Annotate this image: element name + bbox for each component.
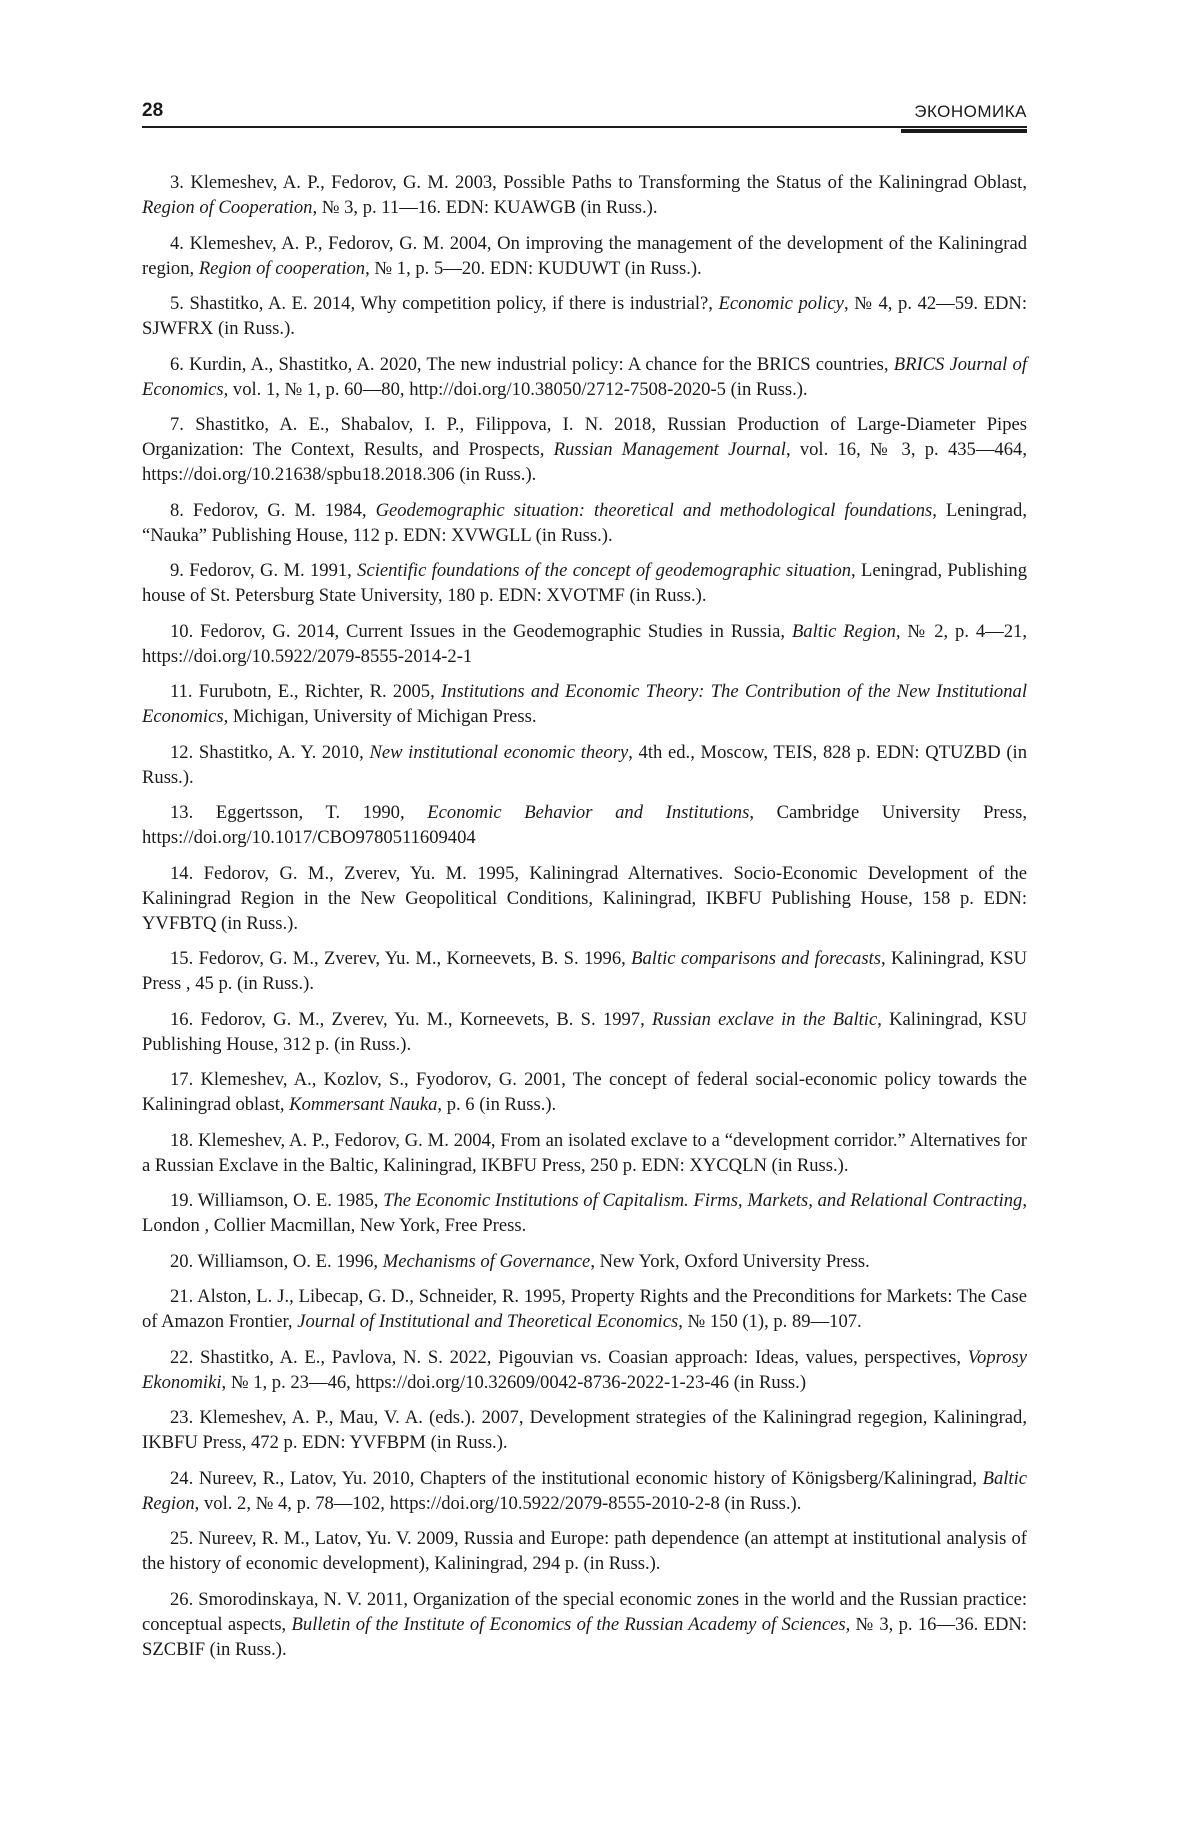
reference-text: 21. Alston, L. J., Libecap, G. D., Schneider, R. 1995, Property Rights and the Preconditions for Markets: The Case of Amazon Frontier, [142,1286,1027,1332]
reference-details: , New York, Oxford University Press. [590,1250,870,1272]
reference-text: 13. Eggertsson, T. 1990, [170,802,428,823]
reference-details: , vol. 2, № 4, p. 78—102, https://doi.org/10.5922/2079-8555-2010-2-8 (in Russ.). [194,1492,802,1514]
reference-item [142,1405,1027,1455]
reference-text: 8. Fedorov, G. M. 1984, [170,499,376,521]
reference-source-title: Region of Cooperation [142,197,313,218]
reference-text: 15. Fedorov, G. M., Zverev, Yu. M., Korneevets, B. S. 1996, [170,948,632,969]
reference-text: 24. Nureev, R., Latov, Yu. 2010, Chapters of the institutional economic history of Königsberg/Kaliningrad, [170,1467,983,1489]
reference-item [142,412,1027,487]
reference-text: 25. Nureev, R. M., Latov, Yu. V. 2009, Russia and Europe: path dependence (an attempt at institutional analysis of the history of economic development), Kaliningrad, 294 p. (in Russ.). [142,1528,1027,1574]
reference-text: 19. Williamson, O. E. 1985, [170,1190,384,1211]
reference-text: 5. Shastitko, A. E. 2014, Why competition policy, if there is industrial?, [170,293,719,314]
reference-source-title: Voprosy Ekonomiki [142,1346,1027,1393]
reference-item [142,619,1027,669]
reference-details: , 4th ed., Moscow, TEIS, 828 p. EDN: QTUZBD (in Russ.). [142,741,1027,788]
reference-item [142,1526,1027,1576]
reference-text: 14. Fedorov, G. M., Zverev, Yu. M. 1995, Kaliningrad Alternatives. Socio-Economic Development of the Kaliningrad Region in the New Geopolitical Conditions, Kaliningrad, IKBFU Publishing House, 158 p. EDN: YVFBTQ (in Russ.). [142,862,1027,934]
reference-text: 22. Shastitko, A. E., Pavlova, N. S. 2022, Pigouvian vs. Coasian approach: Ideas, values, perspectives, [170,1346,968,1368]
reference-text: 4. Klemeshev, A. P., Fedorov, G. M. 2004, On improving the management of the development of the Kaliningrad region, [142,232,1027,279]
header-rule-accent [901,129,1027,133]
reference-text: 23. Klemeshev, A. P., Mau, V. A. (eds.). 2007, Development strategies of the Kaliningrad regegion, Kaliningrad, IKBFU Press, 472 p. EDN: YVFBPM (in Russ.). [142,1407,1027,1453]
reference-details: , № 150 (1), p. 89—107. [678,1311,862,1332]
reference-source-title: Russian exclave in the Baltic [652,1008,878,1030]
reference-details: № 2, p. 4—21, https://doi.org/10.5922/2079-8555-2014-2-1 [142,620,1027,667]
reference-item [142,498,1027,548]
reference-item [142,1128,1027,1178]
journal-title: ЭКОНОМИКА [914,102,1027,121]
reference-source-title: Baltic Region [142,1467,1027,1514]
reference-item [142,1007,1027,1057]
reference-details: , Leningrad, Publishing house of St. Petersburg State University, 180 p. EDN: XVOTMF (in Russ.). [142,560,1027,606]
reference-details: , № 4, p. 42—59. EDN: SJWFRX (in Russ.). [142,293,1027,339]
reference-item [142,291,1027,341]
reference-source-title: The Economic Institutions of Capitalism. Firms, Markets, and Relational Contracting [383,1190,1023,1211]
reference-source-title: Journal of Institutional and Theoretical Economics [297,1311,679,1332]
reference-item [142,1249,1027,1274]
reference-details: , p. 6 (in Russ.). [437,1094,557,1115]
reference-source-title: Bulletin of the Institute of Economics of the Russian Academy of Sciences [291,1613,846,1635]
page-number: 28 [142,100,164,121]
reference-details: , Kaliningrad, KSU Publishing House, 312 p. (in Russ.). [142,1008,1027,1055]
reference-details: , Leningrad, “Nauka” Publishing House, 112 p. EDN: XVWGLL (in Russ.). [142,499,1028,546]
reference-item [142,1188,1027,1238]
reference-item [142,231,1027,281]
reference-text: 7. Shastitko, A. E., Shabalov, I. P., Filippova, I. N. 2018, Russian Production of Large-Diameter Pipes Organization: The Context, Results, and Prospects, [142,414,1027,460]
reference-item [142,352,1027,402]
reference-source-title: Economic Behavior and Institutions [427,802,750,823]
reference-details: , Cambridge University Press, https://doi.org/10.1017/CBO9780511609404 [142,802,1027,848]
reference-text: 12. Shastitko, A. Y. 2010, [170,741,370,763]
reference-source-title: Region of cooperation [198,257,366,279]
reference-text: 20. Williamson, O. E. 1996, [170,1250,383,1272]
reference-text: 26. Smorodinskaya, N. V. 2011, Organization of the special economic zones in the world and the Russian practice: conceptual aspects, [142,1588,1027,1635]
reference-details: , № 3, p. 11—16. EDN: KUAWGB (in Russ.). [312,197,658,218]
running-header [142,96,1027,136]
reference-text: 17. Klemeshev, A., Kozlov, S., Fyodorov, G. 2001, The concept of federal social-economic policy towards the Kaliningrad oblast, [142,1069,1027,1115]
reference-item [142,170,1027,220]
reference-text: 9. Fedorov, G. M. 1991, [170,560,358,581]
reference-list [142,170,1027,1672]
reference-item [142,1587,1027,1662]
reference-text: 10. Fedorov, G. 2014, Current Issues in the Geodemographic Studies in Russia, [170,620,792,642]
reference-source-title: Geodemographic situation: theoretical and methodological foundations [375,499,933,521]
reference-source-title: Economic policy [718,293,844,314]
reference-source-title: Institutions and Economic Theory: The Contribution of the New Institutional Economics [142,681,1027,727]
header-rule [142,126,1027,128]
reference-text: 6. Kurdin, A., Shastitko, A. 2020, The new industrial policy: A chance for the BRICS countries, [170,353,894,375]
reference-source-title: Baltic Region, [791,620,901,642]
reference-source-title: Kommersant Nauka [289,1094,438,1115]
reference-item [142,558,1027,608]
reference-source-title: Scientific foundations of the concept of geodemographic situation [357,560,852,581]
reference-details: , Michigan, University of Michigan Press. [223,706,537,727]
reference-source-title: New institutional economic theory [369,741,629,763]
reference-item [142,740,1027,790]
reference-item [142,1284,1027,1334]
reference-source-title: BRICS Journal of Economics [142,353,1027,400]
reference-item [142,679,1027,729]
reference-source-title: Baltic comparisons and forecasts [631,948,881,969]
reference-details: , London , Collier Macmillan, New York, Free Press. [142,1190,1027,1236]
reference-details: , № 1, p. 5—20. EDN: KUDUWT (in Russ.). [365,257,702,279]
reference-details: , № 1, p. 23—46, https://doi.org/10.32609/0042-8736-2022-1-23-46 (in Russ.) [221,1371,807,1393]
reference-details: , vol. 1, № 1, p. 60—80, http://doi.org/10.38050/2712-7508-2020-5 (in Russ.). [223,378,808,400]
reference-item [142,946,1027,996]
reference-item [142,1067,1027,1117]
reference-text: 18. Klemeshev, A. P., Fedorov, G. M. 2004, From an isolated exclave to a “development corridor.” Alternatives for a Russian Exclave in the Baltic, Kaliningrad, IKBFU Press, 250 p. EDN: XYCQLN (in Russ.). [142,1129,1027,1176]
reference-item [142,1466,1027,1516]
reference-item [142,1345,1027,1395]
reference-details: , № 3, p. 16—36. EDN: SZCBIF (in Russ.). [142,1613,1028,1660]
reference-item [142,861,1027,936]
reference-text: 11. Furubotn, E., Richter, R. 2005, [170,681,441,702]
reference-details: , vol. 16, № 3, p. 435—464, https://doi.org/10.21638/spbu18.2018.306 (in Russ.). [142,439,1027,485]
reference-item [142,800,1027,850]
reference-source-title: Russian Management Journal [553,439,786,460]
reference-source-title: Mechanisms of Governance [382,1250,591,1272]
reference-details: , Kaliningrad, KSU Press , 45 p. (in Russ.). [142,948,1028,994]
reference-text: 3. Klemeshev, A. P., Fedorov, G. M. 2003, Possible Paths to Transforming the Status of the Kaliningrad Oblast, [170,172,1027,193]
reference-text: 16. Fedorov, G. M., Zverev, Yu. M., Korneevets, B. S. 1997, [170,1008,653,1030]
